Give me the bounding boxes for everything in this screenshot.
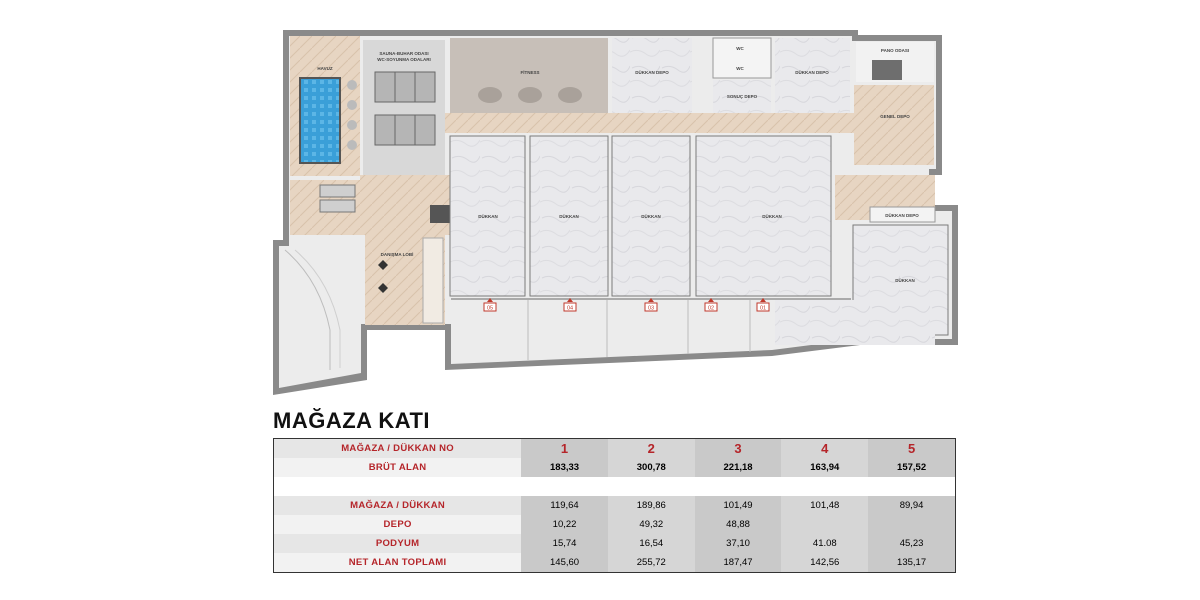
cell-value: 37,10 (695, 534, 782, 553)
room-label-fitness: FİTNESS (520, 70, 540, 75)
cell-value: 135,17 (868, 553, 955, 573)
shop-marker-label: 02 (707, 305, 715, 312)
cell-value: 142,56 (781, 553, 868, 573)
brut-value-4: 163,94 (781, 458, 868, 477)
cell-value: 48,88 (695, 515, 782, 534)
cell-value: 15,74 (521, 534, 608, 553)
cell-value: 41.08 (781, 534, 868, 553)
room-label-wc-soyunma: WC-SOYUNMA ODALARI (377, 57, 431, 62)
brut-value-1: 183,33 (521, 458, 608, 477)
room-label-dukkan-1: DÜKKAN (478, 214, 498, 219)
shop-number-5: 5 (868, 439, 955, 459)
cell-value: 101,49 (695, 496, 782, 515)
table-row (274, 496, 956, 515)
table-row (274, 553, 956, 573)
cell-value: 145,60 (521, 553, 608, 573)
row-label-brut: BRÜT ALAN (274, 458, 522, 477)
area-table (273, 438, 956, 573)
shop-marker-label: 03 (647, 305, 655, 312)
cell-value: 89,94 (868, 496, 955, 515)
room-label-dukkan-depo-3: DÜKKAN DEPO (885, 213, 919, 218)
header-label: MAĞAZA / DÜKKAN NO (274, 439, 522, 459)
room-label-dukkan-5: DÜKKAN (895, 278, 915, 283)
cell-value (781, 515, 868, 534)
table-spacer (274, 477, 956, 496)
row-label: MAĞAZA / DÜKKAN (274, 496, 522, 515)
cell-value: 187,47 (695, 553, 782, 573)
room-label-sonuc-depo: SONUÇ DEPO (726, 94, 758, 99)
shop-number-3: 3 (695, 439, 782, 459)
row-label: NET ALAN TOPLAMI (274, 553, 522, 573)
room-label-havuz: HAVUZ (317, 66, 333, 71)
cell-value: 10,22 (521, 515, 608, 534)
shop-marker-label: 01 (759, 305, 767, 312)
cell-value: 45,23 (868, 534, 955, 553)
row-label: PODYUM (274, 534, 522, 553)
room-label-dukkan-3: DÜKKAN (641, 214, 661, 219)
table-header-row (274, 439, 956, 459)
cell-value: 189,86 (608, 496, 695, 515)
room-label-dukkan-depo-2: DÜKKAN DEPO (795, 70, 829, 75)
table-row (274, 534, 956, 553)
room-label-dukkan-depo-1: DÜKKAN DEPO (635, 70, 669, 75)
shop-number-4: 4 (781, 439, 868, 459)
shop-marker-label: 04 (566, 305, 574, 312)
room-label-danisma-lobi: DANIŞMA LOBİ (380, 252, 414, 257)
cell-value: 255,72 (608, 553, 695, 573)
shop-number-1: 1 (521, 439, 608, 459)
cell-value: 119,64 (521, 496, 608, 515)
page-title: MAĞAZA KATI (273, 408, 431, 433)
row-label: DEPO (274, 515, 522, 534)
cell-value: 49,32 (608, 515, 695, 534)
cell-value: 101,48 (781, 496, 868, 515)
brut-value-2: 300,78 (608, 458, 695, 477)
table-row (274, 515, 956, 534)
room-label-wc-2: WC (736, 66, 744, 71)
table-row-brut (274, 458, 956, 477)
brut-value-5: 157,52 (868, 458, 955, 477)
room-label-sauna: SAUNA-BUHAR ODASI (379, 51, 429, 56)
shop-marker-label: 05 (486, 305, 494, 312)
brut-value-3: 221,18 (695, 458, 782, 477)
cell-value (868, 515, 955, 534)
cell-value: 16,54 (608, 534, 695, 553)
room-label-dukkan-2: DÜKKAN (559, 214, 579, 219)
room-label-genel-depo: GENEL DEPO (880, 114, 910, 119)
room-label-dukkan-4: DÜKKAN (762, 214, 782, 219)
room-label-pano-odasi: PANO ODASI (880, 48, 910, 53)
room-label-wc-1: WC (736, 46, 744, 51)
shop-number-2: 2 (608, 439, 695, 459)
